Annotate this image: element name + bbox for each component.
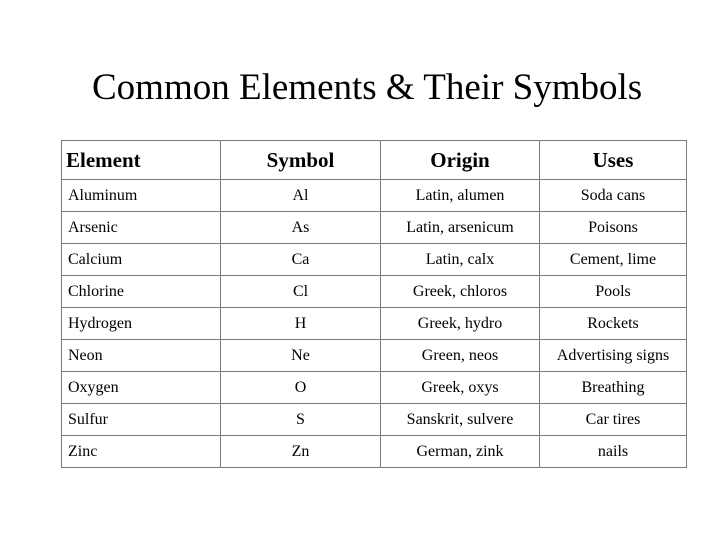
cell-symbol: H <box>221 308 381 340</box>
cell-uses: Car tires <box>540 404 687 436</box>
cell-uses: Cement, lime <box>540 244 687 276</box>
cell-origin: Latin, calx <box>381 244 540 276</box>
cell-uses: nails <box>540 436 687 468</box>
table-row <box>62 244 687 276</box>
cell-uses: Rockets <box>540 308 687 340</box>
cell-element: Zinc <box>62 436 221 468</box>
slide-title: Common Elements & Their Symbols <box>92 67 643 108</box>
cell-origin: Greek, oxys <box>381 372 540 404</box>
elements-table <box>61 140 687 468</box>
header-origin: Origin <box>381 141 540 180</box>
cell-uses: Soda cans <box>540 180 687 212</box>
cell-origin: Latin, alumen <box>381 180 540 212</box>
cell-origin: German, zink <box>381 436 540 468</box>
table-row <box>62 212 687 244</box>
cell-element: Arsenic <box>62 212 221 244</box>
cell-origin: Green, neos <box>381 340 540 372</box>
cell-symbol: Zn <box>221 436 381 468</box>
cell-element: Oxygen <box>62 372 221 404</box>
cell-uses: Pools <box>540 276 687 308</box>
table-row <box>62 340 687 372</box>
table-row <box>62 436 687 468</box>
cell-origin: Greek, hydro <box>381 308 540 340</box>
cell-element: Neon <box>62 340 221 372</box>
table-row <box>62 276 687 308</box>
cell-symbol: Ne <box>221 340 381 372</box>
cell-uses: Advertising signs <box>540 340 687 372</box>
cell-element: Hydrogen <box>62 308 221 340</box>
cell-element: Sulfur <box>62 404 221 436</box>
cell-symbol: Cl <box>221 276 381 308</box>
cell-element: Calcium <box>62 244 221 276</box>
header-symbol: Symbol <box>221 141 381 180</box>
table-body <box>62 180 687 468</box>
table-row <box>62 404 687 436</box>
cell-element: Chlorine <box>62 276 221 308</box>
cell-symbol: O <box>221 372 381 404</box>
cell-origin: Latin, arsenicum <box>381 212 540 244</box>
table-row <box>62 372 687 404</box>
cell-symbol: S <box>221 404 381 436</box>
table-row <box>62 308 687 340</box>
header-element: Element <box>62 141 221 180</box>
header-uses: Uses <box>540 141 687 180</box>
table-row <box>62 180 687 212</box>
cell-uses: Poisons <box>540 212 687 244</box>
cell-symbol: Al <box>221 180 381 212</box>
table-header <box>62 141 687 180</box>
cell-symbol: As <box>221 212 381 244</box>
cell-uses: Breathing <box>540 372 687 404</box>
cell-origin: Greek, chloros <box>381 276 540 308</box>
cell-element: Aluminum <box>62 180 221 212</box>
header-row <box>62 141 687 180</box>
cell-symbol: Ca <box>221 244 381 276</box>
cell-origin: Sanskrit, sulvere <box>381 404 540 436</box>
